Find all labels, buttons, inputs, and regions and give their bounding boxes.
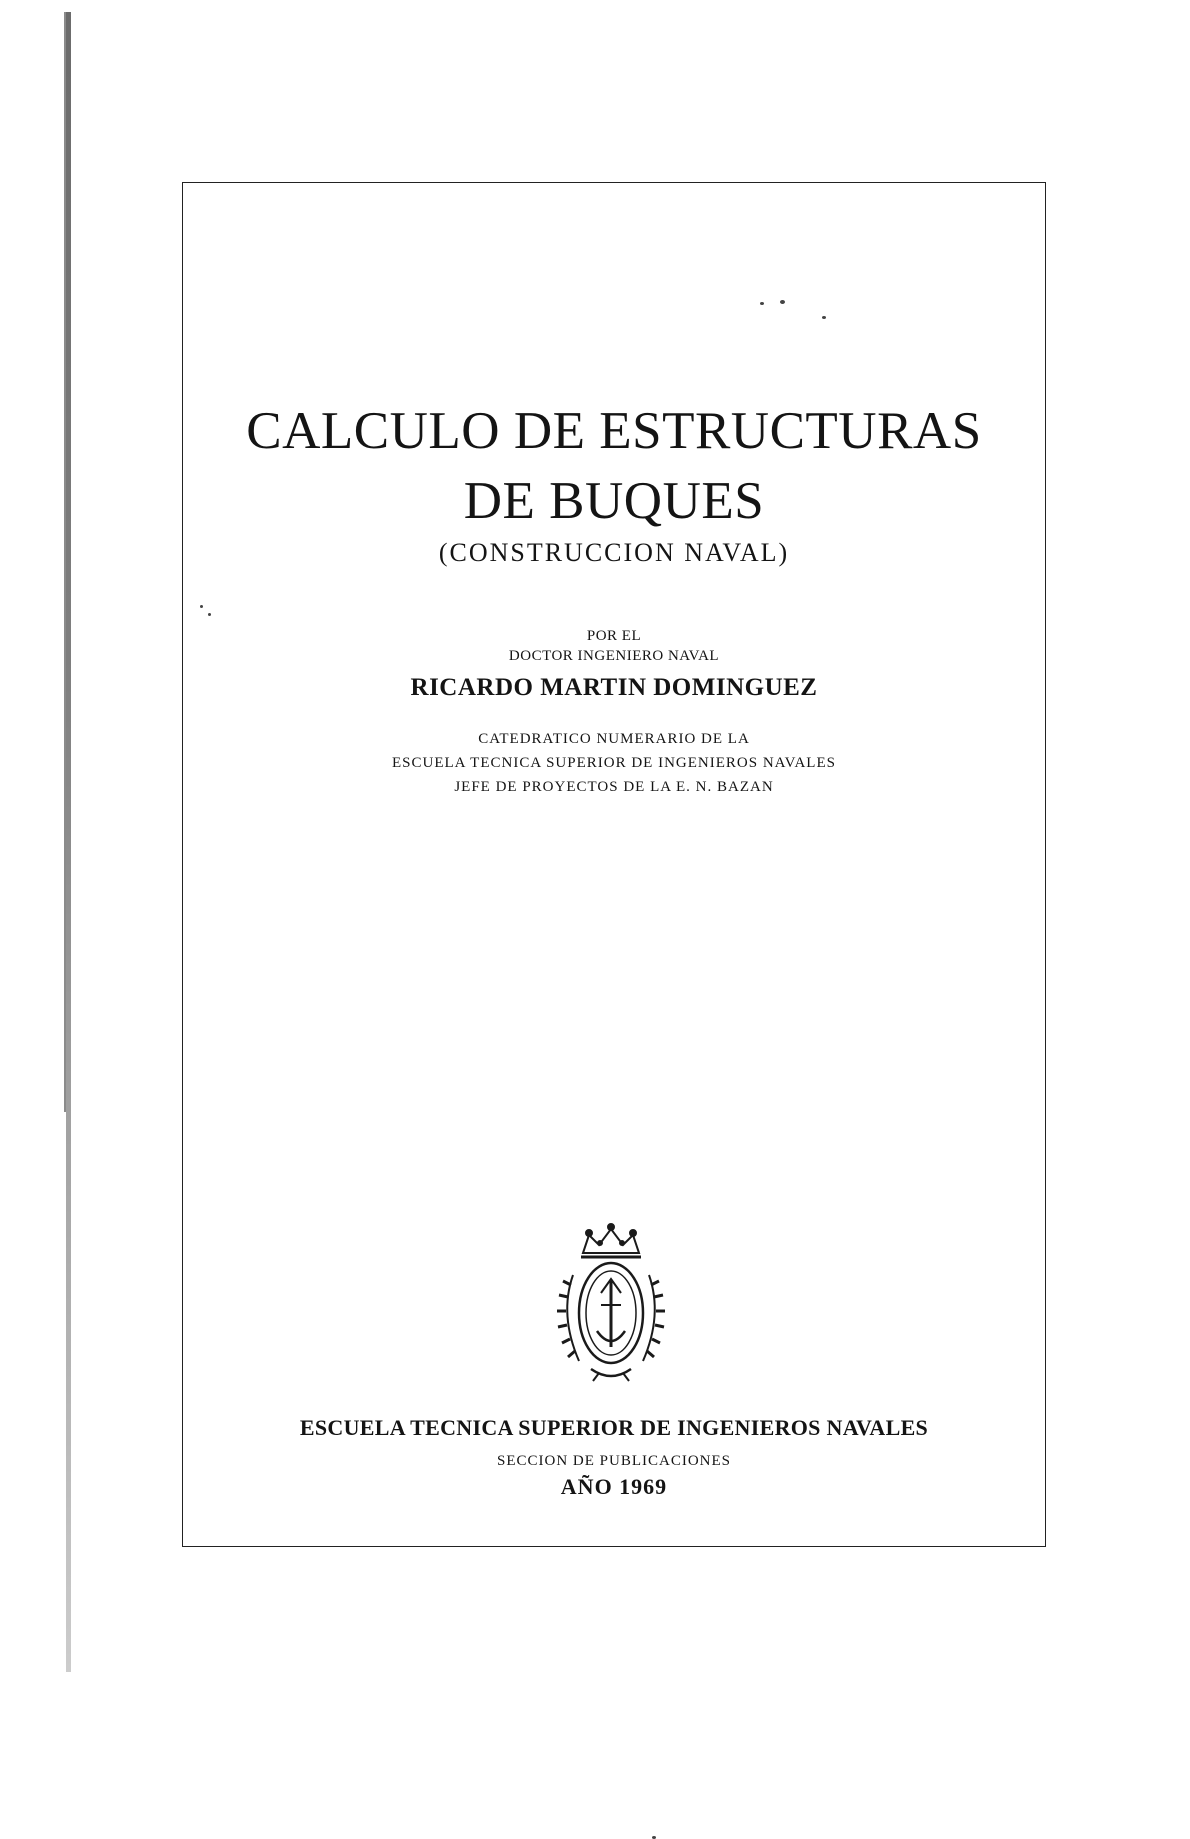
author-degree: DOCTOR INGENIERO NAVAL — [508, 648, 720, 664]
publisher-institution: ESCUELA TECNICA SUPERIOR DE INGENIEROS NAVALES — [299, 1415, 929, 1440]
publication-year: AÑO 1969 — [560, 1474, 668, 1499]
title-page-frame — [182, 182, 1046, 1547]
scan-binding-edge — [66, 12, 71, 1672]
by-label: POR EL — [586, 628, 642, 644]
book-title-line-2: DE BUQUES — [463, 472, 765, 530]
book-subtitle: (CONSTRUCCION NAVAL) — [438, 538, 790, 567]
book-title-line-1: CALCULO DE ESTRUCTURAS — [246, 402, 982, 460]
author-affiliation: JEFE DE PROYECTOS DE LA E. N. BAZAN — [454, 779, 774, 795]
publisher-section: SECCION DE PUBLICACIONES — [496, 1453, 731, 1469]
author-name: RICARDO MARTIN DOMINGUEZ — [410, 674, 818, 701]
author-affiliation: ESCUELA TECNICA SUPERIOR DE INGENIEROS NAVALES — [392, 755, 836, 771]
author-affiliation: CATEDRATICO NUMERARIO DE LA — [478, 731, 750, 747]
crowned-wreath-emblem-icon — [551, 1223, 671, 1385]
